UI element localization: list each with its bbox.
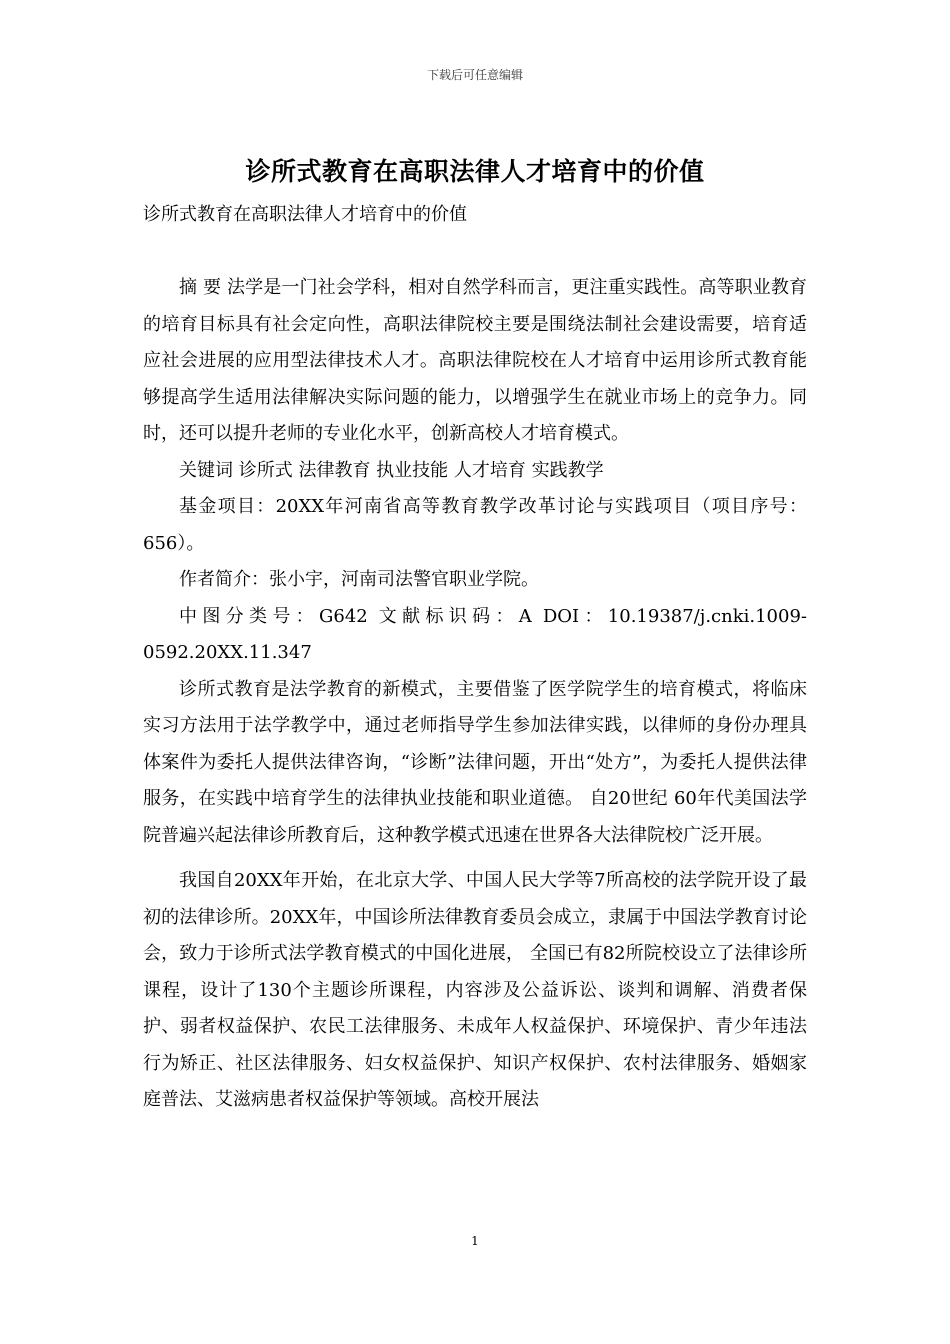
abstract-paragraph: 摘 要 法学是一门社会学科，相对自然学科而言，更注重实践性。高等职业教育的培育目标具有社会定向性，高职法律院校主要是围绕法制社会建设需要，培育适应社会进展的应用型法律技术人才。高职法律院校在人才培育中运用诊所式教育能够提高学生适用法律解决实际问题的能力，以增强学生在就业市场上的竞争力。同时，还可以提升老师的专业化水平，创新高校人才培育模式。 xyxy=(143,277,807,444)
keywords-paragraph: 关键词 诊所式 法律教育 执业技能 人才培育 实践教学 xyxy=(179,459,604,481)
author-paragraph: 作者简介：张小宇，河南司法警官职业学院。 xyxy=(179,569,539,590)
document-title: 诊所式教育在高职法律人才培育中的价值 xyxy=(245,157,705,186)
document-subtitle: 诊所式教育在高职法律人才培育中的价值 xyxy=(143,204,467,225)
page-header-note: 下载后可任意编辑 xyxy=(426,68,523,82)
fund-paragraph: 基金项目：20XX年河南省高等教育教学改革讨论与实践项目（项目序号：656）。 xyxy=(143,496,807,554)
body-paragraph: 诊所式教育是法学教育的新模式，主要借鉴了医学院学生的培育模式，将临床实习方法用于法学教学中，通过老师指导学生参加法律实践，以律师的身份办理具体案件为委托人提供法律咨询，“诊断”法律问题，开出“处方”，为委托人提供法律服务，在实践中培育学生的法律执业技能和职业道德。 自20世纪 60年代美国法学院普遍兴起法律诊所教育后，这种教学模式迅速在世界各大法律院校广泛开展。 xyxy=(143,678,807,846)
classification-paragraph: 中图分类号：G642 文献标识码：A DOI：10.19387/j.cnki.1009-0592.20XX.11.347 xyxy=(143,605,807,663)
page-number: 1 xyxy=(471,1234,479,1248)
document-body xyxy=(143,270,807,1119)
body-paragraph: 我国自20XX年开始，在北京大学、中国人民大学等7所高校的法学院开设了最初的法律诊所。20XX年，中国诊所法律教育委员会成立，隶属于中国法学教育讨论会，致力于诊所式法学教育模式的中国化进展， 全国已有82所院校设立了法律诊所课程，设计了130个主题诊所课程，内容涉及公益诉讼、谈判和调解、消费者保护、弱者权益保护、农民工法律服务、未成年人权益保护、环境保护、青少年违法行为矫正、社区法律服务、妇女权益保护、知识产权保护、农村法律服务、婚姻家庭普法、艾滋病患者权益保护等领域。高校开展法 xyxy=(143,870,807,1110)
